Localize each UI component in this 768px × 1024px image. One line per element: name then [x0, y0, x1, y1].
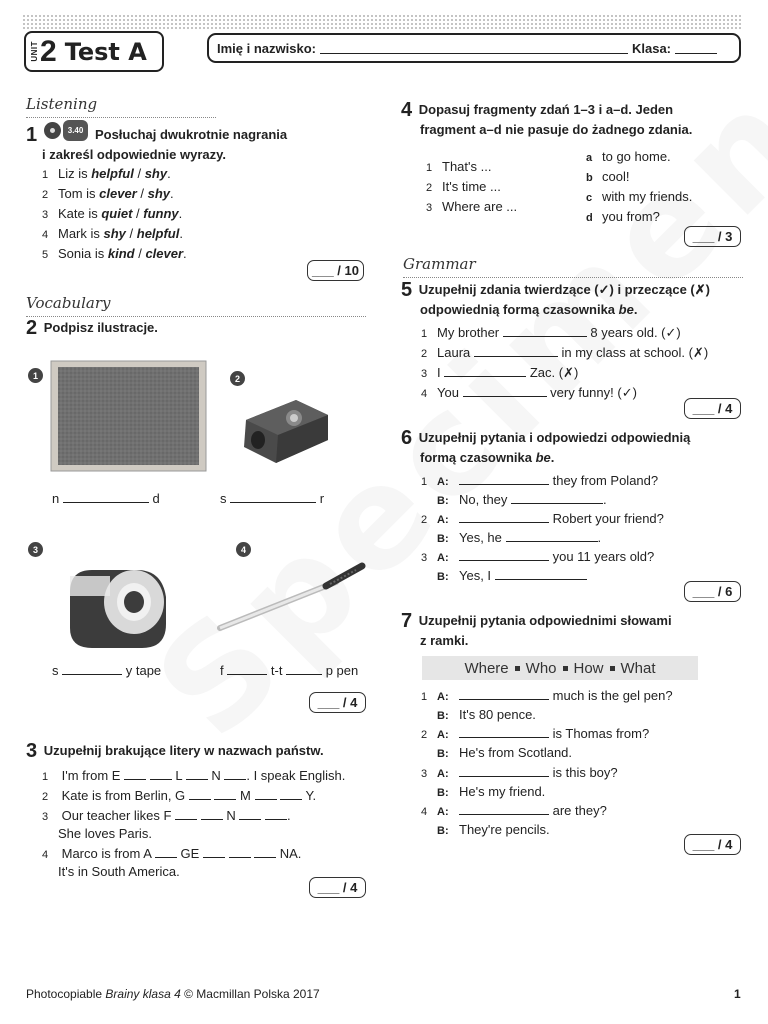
separator-square: [515, 666, 520, 671]
item-text: Robert your friend?: [549, 511, 664, 526]
item-text: It's 80 pence.: [459, 707, 536, 722]
speaker-a-label: A:: [437, 768, 449, 780]
score-box-task-5: ___ / 4: [684, 398, 741, 419]
item-text: Our teacher likes F: [61, 808, 172, 823]
task-4-left-item: [426, 178, 501, 197]
task-6-line2: formą czasownika: [420, 450, 536, 465]
class-field[interactable]: [675, 42, 717, 54]
option-b[interactable]: shy: [147, 186, 171, 201]
answer-blank[interactable]: [459, 549, 549, 561]
item-end: .: [603, 492, 607, 507]
label-end: d: [152, 491, 160, 506]
item-number: 1: [421, 691, 428, 703]
speaker-b-label: B:: [437, 571, 449, 583]
score-box-task-4: ___ / 3: [684, 226, 741, 247]
answer-blank[interactable]: [214, 788, 236, 800]
speaker-b-label: B:: [437, 533, 449, 545]
picture-number-1: 1: [28, 368, 43, 383]
task-5-line2: odpowiednią formą czasownika: [420, 302, 619, 317]
option-a[interactable]: quiet: [101, 206, 133, 221]
class-label: Klasa:: [631, 40, 672, 56]
task-6-line2-end: .: [550, 450, 555, 465]
label-start: n: [52, 491, 60, 506]
item-number: 1: [42, 169, 49, 181]
answer-blank[interactable]: [459, 688, 549, 700]
answer-blank[interactable]: [175, 808, 197, 820]
item-letter: b: [586, 172, 593, 184]
task-1-line2: i zakreśl odpowiednie wyrazy.: [42, 147, 226, 162]
unit-badge: [24, 31, 164, 72]
item-text: Sonia is: [58, 246, 108, 261]
answer-blank[interactable]: [229, 846, 251, 858]
item-text: you from?: [602, 209, 660, 224]
word-option: Who: [525, 659, 557, 677]
item-text: My brother: [437, 325, 503, 340]
item-number: 3: [421, 552, 428, 564]
item-text: Yes, I: [459, 568, 495, 583]
sharpener-picture: [236, 385, 336, 470]
answer-blank[interactable]: [265, 808, 287, 820]
item-text: you 11 years old?: [549, 549, 655, 564]
section-listening: Listening: [26, 95, 216, 118]
task-1-item: [42, 205, 182, 224]
verb-be: be: [535, 450, 551, 465]
task-3-item-1: [42, 767, 345, 786]
score-box-task-3: ___ / 4: [309, 877, 366, 898]
item-text: they from Poland?: [549, 473, 659, 488]
task-number: 2: [26, 317, 38, 339]
name-class-box: [207, 33, 741, 63]
item-number: 2: [421, 514, 428, 526]
answer-blank[interactable]: [203, 846, 225, 858]
item-number: 3: [42, 209, 49, 221]
item-text: NA.: [279, 846, 302, 861]
item-text: I: [437, 365, 445, 380]
footer-copyright: © Macmillan Polska 2017: [180, 987, 320, 1001]
task-7-question: [421, 802, 607, 821]
item-end: .: [170, 186, 174, 201]
task-1-line1: Posłuchaj dwukrotnie nagrania: [94, 127, 288, 142]
item-text: They're pencils.: [459, 822, 550, 837]
task-7-line1: Uzupełnij pytania odpowiednimi słowami: [418, 613, 672, 628]
word-option: How: [573, 659, 604, 677]
task-3-item-4: [42, 845, 301, 864]
item-text: Liz is: [58, 166, 92, 181]
option-a[interactable]: kind: [107, 246, 135, 261]
item-number: 2: [421, 348, 428, 360]
item-end: .: [597, 530, 602, 545]
item-text: M: [240, 788, 251, 803]
option-separator: /: [134, 246, 146, 261]
task-7-question: [421, 687, 673, 706]
task-1-instruction: [26, 120, 287, 164]
option-a[interactable]: helpful: [91, 166, 134, 181]
item-text: . I speak English.: [246, 768, 346, 783]
item-text: Tom is: [58, 186, 100, 201]
footer-text: Photocopiable: [26, 987, 106, 1001]
task-1-item: [42, 165, 171, 184]
item-number: 4: [42, 849, 49, 861]
answer-blank[interactable]: [255, 788, 277, 800]
task-6-answer: [437, 529, 601, 548]
item-text: very funny! (✓): [546, 385, 637, 400]
picture-number-4: 4: [236, 542, 251, 557]
item-text: Kate is from Berlin, G: [61, 788, 186, 803]
item-text: You: [437, 385, 463, 400]
task-number: 6: [401, 427, 413, 449]
item-end: .: [183, 246, 187, 261]
item-text: No, they: [459, 492, 512, 507]
label-picture-2: [220, 490, 324, 508]
answer-blank[interactable]: [511, 492, 603, 504]
item-text: Laura: [437, 345, 474, 360]
score-box-task-1: ___ / 10: [307, 260, 364, 281]
task-6-question: [421, 548, 654, 567]
dotted-header-band: [22, 14, 742, 30]
item-number: 2: [421, 729, 428, 741]
label-picture-1: [52, 490, 160, 508]
label-picture-4: [220, 662, 358, 680]
item-text: He's from Scotland.: [459, 745, 573, 760]
score-box-task-6: ___ / 6: [684, 581, 741, 602]
separator-square: [610, 666, 615, 671]
item-end: .: [167, 166, 171, 181]
answer-blank[interactable]: [474, 345, 558, 357]
item-text: are they?: [549, 803, 607, 818]
task-3-item-3: [42, 807, 291, 826]
task-5-item: [421, 384, 637, 403]
answer-blank[interactable]: [254, 846, 276, 858]
item-text: Mark is: [58, 226, 104, 241]
task-3-text: Uzupełnij brakujące litery w nazwach państw.: [43, 743, 324, 758]
task-1-item: [42, 225, 183, 244]
item-number: 2: [426, 182, 433, 194]
item-number: 1: [42, 771, 49, 783]
task-3-item-2: [42, 787, 316, 806]
item-text: N: [226, 808, 236, 823]
speaker-b-label: B:: [437, 787, 449, 799]
speaker-a-label: A:: [437, 806, 449, 818]
answer-blank[interactable]: [155, 846, 177, 858]
item-number: 4: [42, 229, 49, 241]
task-4-right-item: [586, 148, 671, 167]
item-number: 2: [42, 791, 49, 803]
answer-blank[interactable]: [227, 663, 267, 675]
task-6-line1: Uzupełnij pytania i odpowiedzi odpowiednią: [418, 430, 691, 445]
noticeboard-picture: [50, 360, 207, 472]
answer-blank[interactable]: [124, 768, 146, 780]
answer-blank[interactable]: [201, 808, 223, 820]
label-picture-3: [52, 662, 161, 680]
task-3-item-3-line-2: She loves Paris.: [58, 826, 152, 841]
item-number: 1: [421, 476, 428, 488]
item-text: GE: [180, 846, 200, 861]
item-text: in my class at school. (✗): [557, 345, 709, 360]
label-part-c: p pen: [325, 663, 359, 678]
answer-blank[interactable]: [280, 788, 302, 800]
label-start: s: [220, 491, 227, 506]
name-label: Imię i nazwisko:: [217, 40, 316, 56]
item-text: Kate is: [58, 206, 102, 221]
speaker-a-label: A:: [437, 552, 449, 564]
task-5-line1: Uzupełnij zdania twierdzące (✓) i przeczące (✗): [418, 282, 710, 297]
item-letter: c: [586, 192, 593, 204]
option-a[interactable]: shy: [103, 226, 126, 241]
word-box: [422, 656, 698, 680]
task-1-item: [42, 245, 187, 264]
task-5-line2-end: .: [633, 302, 638, 317]
task-2-instruction: [26, 318, 158, 338]
task-7-answer: [437, 783, 545, 802]
task-number: 4: [401, 99, 413, 121]
audio-badge[interactable]: [44, 120, 92, 141]
answer-blank[interactable]: [239, 808, 261, 820]
verb-be: be: [618, 302, 634, 317]
task-6-question: [421, 510, 664, 529]
task-number: 1: [26, 124, 38, 146]
separator-square: [563, 666, 568, 671]
answer-blank[interactable]: [224, 768, 246, 780]
label-start: s: [52, 663, 59, 678]
test-title: Test A: [64, 37, 147, 66]
option-separator: /: [133, 166, 145, 181]
item-text: Zac. (✗): [526, 365, 579, 380]
item-text: to go home.: [602, 149, 671, 164]
answer-blank[interactable]: [495, 568, 587, 580]
option-b[interactable]: helpful: [136, 226, 180, 241]
task-number: 5: [401, 279, 413, 301]
item-end: .: [178, 206, 183, 221]
item-text: Marco is from A: [61, 846, 152, 861]
speaker-b-label: B:: [437, 710, 449, 722]
item-letter: d: [586, 212, 593, 224]
task-2-text: Podpisz ilustracje.: [43, 320, 158, 335]
task-4-right-item: [586, 188, 692, 207]
cd-icon: [44, 122, 61, 139]
item-text: is this boy?: [549, 765, 618, 780]
label-part-a: f: [220, 663, 224, 678]
footer-book-title: Brainy klasa 4: [105, 987, 181, 1001]
item-number: 2: [42, 189, 49, 201]
option-b[interactable]: funny: [143, 206, 179, 221]
section-vocabulary: Vocabulary: [26, 294, 366, 317]
item-number: 1: [421, 328, 428, 340]
option-a[interactable]: clever: [99, 186, 137, 201]
task-7-question: [421, 725, 649, 744]
answer-blank[interactable]: [459, 511, 549, 523]
task-4-right-item: [586, 208, 660, 227]
label-part-b: t-t: [270, 663, 283, 678]
answer-blank[interactable]: [286, 663, 322, 675]
item-number: 5: [42, 249, 49, 261]
task-7-line2: z ramki.: [420, 633, 469, 648]
task-7-answer: [437, 744, 572, 763]
task-4-left-item: [426, 198, 517, 217]
option-separator: /: [125, 226, 137, 241]
picture-number-3: 3: [28, 542, 43, 557]
felt-tip-pen-picture: [216, 560, 366, 632]
task-5-item: [421, 324, 681, 343]
answer-blank[interactable]: [230, 491, 316, 503]
item-text: N: [211, 768, 221, 783]
word-option: Where: [464, 659, 509, 677]
task-5-item: [421, 344, 708, 363]
page-number: 1: [734, 987, 741, 1001]
task-6-instruction: [401, 428, 690, 467]
speaker-b-label: B:: [437, 495, 449, 507]
answer-blank[interactable]: [459, 726, 549, 738]
answer-blank[interactable]: [503, 325, 587, 337]
section-grammar: Grammar: [403, 255, 743, 278]
speaker-b-label: B:: [437, 825, 449, 837]
item-letter: a: [586, 152, 593, 164]
score-box-task-2: ___ / 4: [309, 692, 366, 713]
item-number: 3: [426, 202, 433, 214]
item-text: L: [175, 768, 183, 783]
item-text: is Thomas from?: [549, 726, 650, 741]
answer-blank[interactable]: [62, 663, 122, 675]
name-field[interactable]: [320, 42, 628, 54]
speaker-a-label: A:: [437, 691, 449, 703]
task-1-item: [42, 185, 174, 204]
item-text: .: [286, 808, 291, 823]
task-number: 7: [401, 610, 413, 632]
task-7-question: [421, 764, 618, 783]
task-4-instruction: [401, 100, 692, 139]
answer-blank[interactable]: [506, 530, 598, 542]
answer-blank[interactable]: [459, 473, 549, 485]
task-6-answer: [437, 567, 587, 586]
item-number: 3: [421, 368, 428, 380]
item-text: Y.: [305, 788, 317, 803]
task-3-instruction: [26, 741, 324, 761]
answer-blank[interactable]: [463, 385, 547, 397]
item-text: cool!: [602, 169, 630, 184]
answer-blank[interactable]: [444, 365, 526, 377]
task-5-item: [421, 364, 578, 383]
picture-number-2: 2: [230, 371, 245, 386]
option-separator: /: [136, 186, 148, 201]
task-6-question: [421, 472, 658, 491]
task-4-left-item: [426, 158, 491, 177]
task-6-answer: [437, 491, 607, 510]
task-7-answer: [437, 821, 550, 840]
unit-number: 2: [40, 34, 57, 68]
word-option: What: [620, 659, 656, 677]
speaker-b-label: B:: [437, 748, 449, 760]
label-end: r: [319, 491, 325, 506]
task-5-instruction: [401, 280, 710, 319]
item-text: Yes, he: [459, 530, 506, 545]
unit-word: UNIT: [30, 41, 39, 62]
answer-blank[interactable]: [150, 768, 172, 780]
item-number: 4: [421, 388, 428, 400]
task-7-answer: [437, 706, 536, 725]
item-text: It's time ...: [442, 179, 501, 194]
item-text: with my friends.: [602, 189, 693, 204]
item-number: 1: [426, 162, 433, 174]
answer-blank[interactable]: [63, 491, 149, 503]
answer-blank[interactable]: [459, 803, 549, 815]
task-7-instruction: [401, 611, 672, 650]
task-4-line2: fragment a–d nie pasuje do żadnego zdania.: [420, 122, 693, 137]
label-end: y tape: [125, 663, 162, 678]
answer-blank[interactable]: [189, 788, 211, 800]
item-text: 8 years old. (✓): [586, 325, 681, 340]
answer-blank[interactable]: [459, 765, 549, 777]
item-end: .: [179, 226, 183, 241]
option-b[interactable]: clever: [145, 246, 184, 261]
item-text: much is the gel pen?: [549, 688, 673, 703]
item-text: He's my friend.: [459, 784, 546, 799]
item-text: I'm from E: [61, 768, 121, 783]
speaker-a-label: A:: [437, 729, 449, 741]
item-text: Where are ...: [442, 199, 518, 214]
item-text: That's ...: [442, 159, 492, 174]
option-separator: /: [132, 206, 144, 221]
score-box-task-7: ___ / 4: [684, 834, 741, 855]
option-b[interactable]: shy: [144, 166, 168, 181]
task-4-right-item: [586, 168, 629, 187]
task-number: 3: [26, 740, 38, 762]
sticky-tape-picture: [62, 552, 177, 652]
footer: [26, 987, 320, 1001]
task-3-item-4-line-2: It's in South America.: [58, 864, 180, 879]
item-number: 3: [421, 768, 428, 780]
track-number: 3.40: [63, 120, 89, 141]
speaker-a-label: A:: [437, 514, 449, 526]
item-number: 3: [42, 811, 49, 823]
task-4-line1: Dopasuj fragmenty zdań 1–3 i a–d. Jeden: [418, 102, 674, 117]
speaker-a-label: A:: [437, 476, 449, 488]
answer-blank[interactable]: [186, 768, 208, 780]
item-number: 4: [421, 806, 428, 818]
